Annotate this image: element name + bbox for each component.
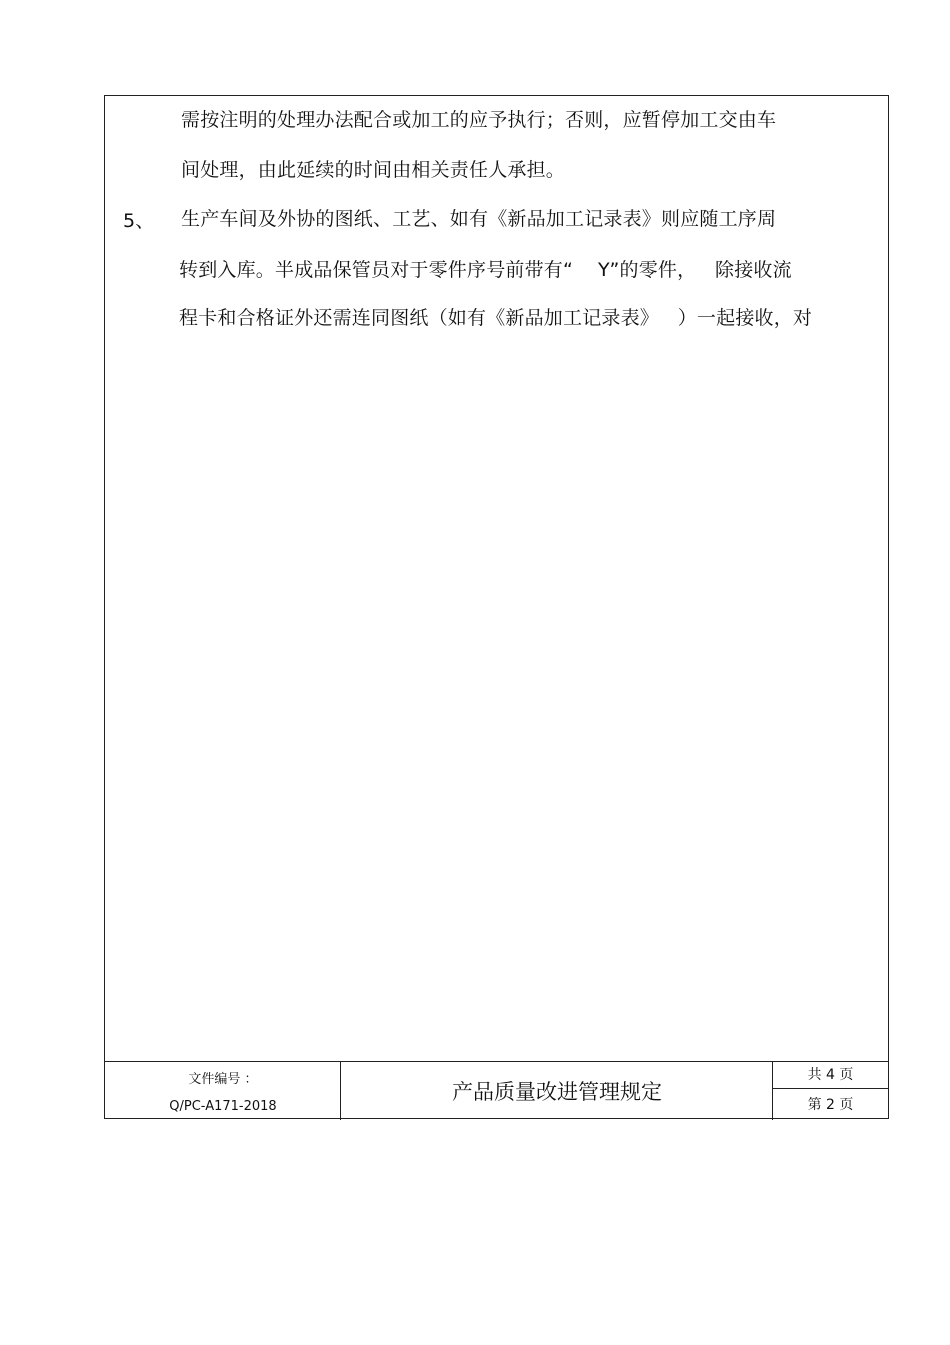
body-line-2: 间处理，由此延续的时间由相关责任人承担。 (181, 159, 566, 181)
page-info-cell (773, 1062, 888, 1120)
document-footer (105, 1061, 888, 1120)
body-line-4: 转到入库。半成品保管员对于零件序号前带有“ Y”的零件， 除接收流 (179, 259, 792, 281)
document-frame (104, 95, 889, 1119)
body-line-1: 需按注明的处理办法配合或加工的应予执行；否则，应暂停加工交由车 (181, 109, 777, 131)
doc-title: 产品质量改进管理规定 (452, 1080, 662, 1104)
body-line-3: 生产车间及外协的图纸、工艺、如有《新品加工记录表》则应随工序周 (181, 208, 777, 230)
doc-number: Q/PC-A171-2018 (169, 1099, 277, 1114)
doc-number-cell (105, 1062, 341, 1120)
document-body (105, 96, 888, 1061)
total-pages: 共 4 页 (773, 1062, 888, 1089)
doc-title-cell (341, 1062, 773, 1120)
current-page: 第 2 页 (807, 1097, 854, 1113)
doc-number-label: 文件编号 ： (188, 1072, 258, 1087)
body-line-5: 程卡和合格证外还需连同图纸（如有《新品加工记录表》 ）一起接收，对 (179, 307, 813, 329)
item-number: 5、 (123, 210, 155, 232)
